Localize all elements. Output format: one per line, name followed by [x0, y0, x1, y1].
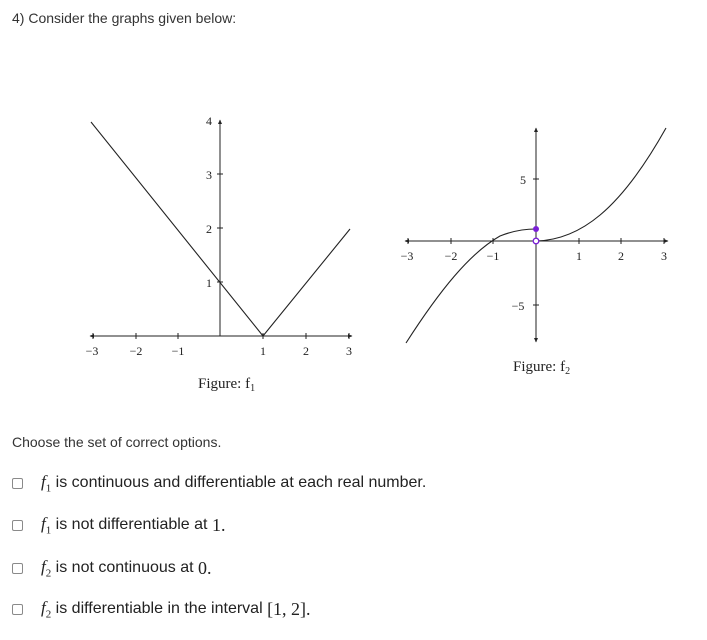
option-3-math: 0.	[198, 557, 212, 578]
f1-y-tick-label: 2	[206, 222, 212, 236]
f1-x-tick-label: −3	[85, 344, 99, 358]
f2-right-branch	[536, 128, 666, 241]
f2-x-tick-label: −1	[486, 249, 500, 263]
option-4-math: [1, 2].	[267, 598, 311, 619]
option-3-text: is not continuous at	[51, 559, 198, 577]
f1-x-tick-label: 1	[260, 344, 266, 358]
f1-x-tick-label: −1	[171, 344, 185, 358]
f2-y-tick-label: −5	[511, 299, 525, 313]
question-text: 4) Consider the graphs given below:	[12, 10, 237, 26]
option-4[interactable]	[12, 598, 311, 620]
f2-filled-point	[533, 226, 539, 232]
option-3[interactable]	[12, 557, 212, 579]
f2-caption: Figure: $f_2$	[513, 359, 571, 377]
option-2-math: 1.	[211, 514, 226, 535]
option-1-func: $f_1$	[41, 472, 52, 495]
figure-f1	[86, 114, 352, 394]
f1-y-tick-label: 4	[206, 114, 212, 128]
option-2-checkbox[interactable]	[12, 520, 23, 531]
f2-y-tick-label: 5	[520, 173, 526, 187]
option-3-checkbox[interactable]	[12, 563, 23, 574]
f2-x-tick-label: −2	[444, 249, 458, 263]
f2-x-tick-label: 1	[576, 249, 582, 263]
f1-y-tick-label: 3	[206, 168, 212, 182]
figure-f2	[401, 128, 668, 377]
f2-left-branch	[406, 229, 536, 343]
option-4-text: is differentiable in the interval	[51, 600, 268, 618]
option-4-func: $f_2$	[41, 598, 52, 621]
f1-y-tick-label: 1	[206, 276, 212, 290]
f1-x-tick-label: −2	[129, 344, 143, 358]
option-2-text: is not differentiable at	[51, 516, 212, 534]
option-1-checkbox[interactable]	[12, 478, 23, 489]
prompt-text: Choose the set of correct options.	[12, 434, 222, 450]
f1-caption: Figure: $f_1$	[198, 376, 256, 394]
f1-x-tick-label: 3	[346, 344, 352, 358]
option-2-func: $f_1$	[41, 514, 52, 537]
f2-x-tick-label: 3	[661, 249, 667, 263]
option-2[interactable]	[12, 514, 225, 536]
option-3-func: $f_2$	[41, 557, 52, 580]
option-4-checkbox[interactable]	[12, 604, 23, 615]
option-1[interactable]	[12, 472, 426, 494]
f2-x-tick-label: −3	[400, 249, 414, 263]
f1-x-tick-label: 2	[303, 344, 309, 358]
f2-x-tick-label: 2	[618, 249, 624, 263]
f2-open-point	[533, 238, 539, 244]
option-1-text: is continuous and differentiable at each real number.	[51, 474, 427, 492]
